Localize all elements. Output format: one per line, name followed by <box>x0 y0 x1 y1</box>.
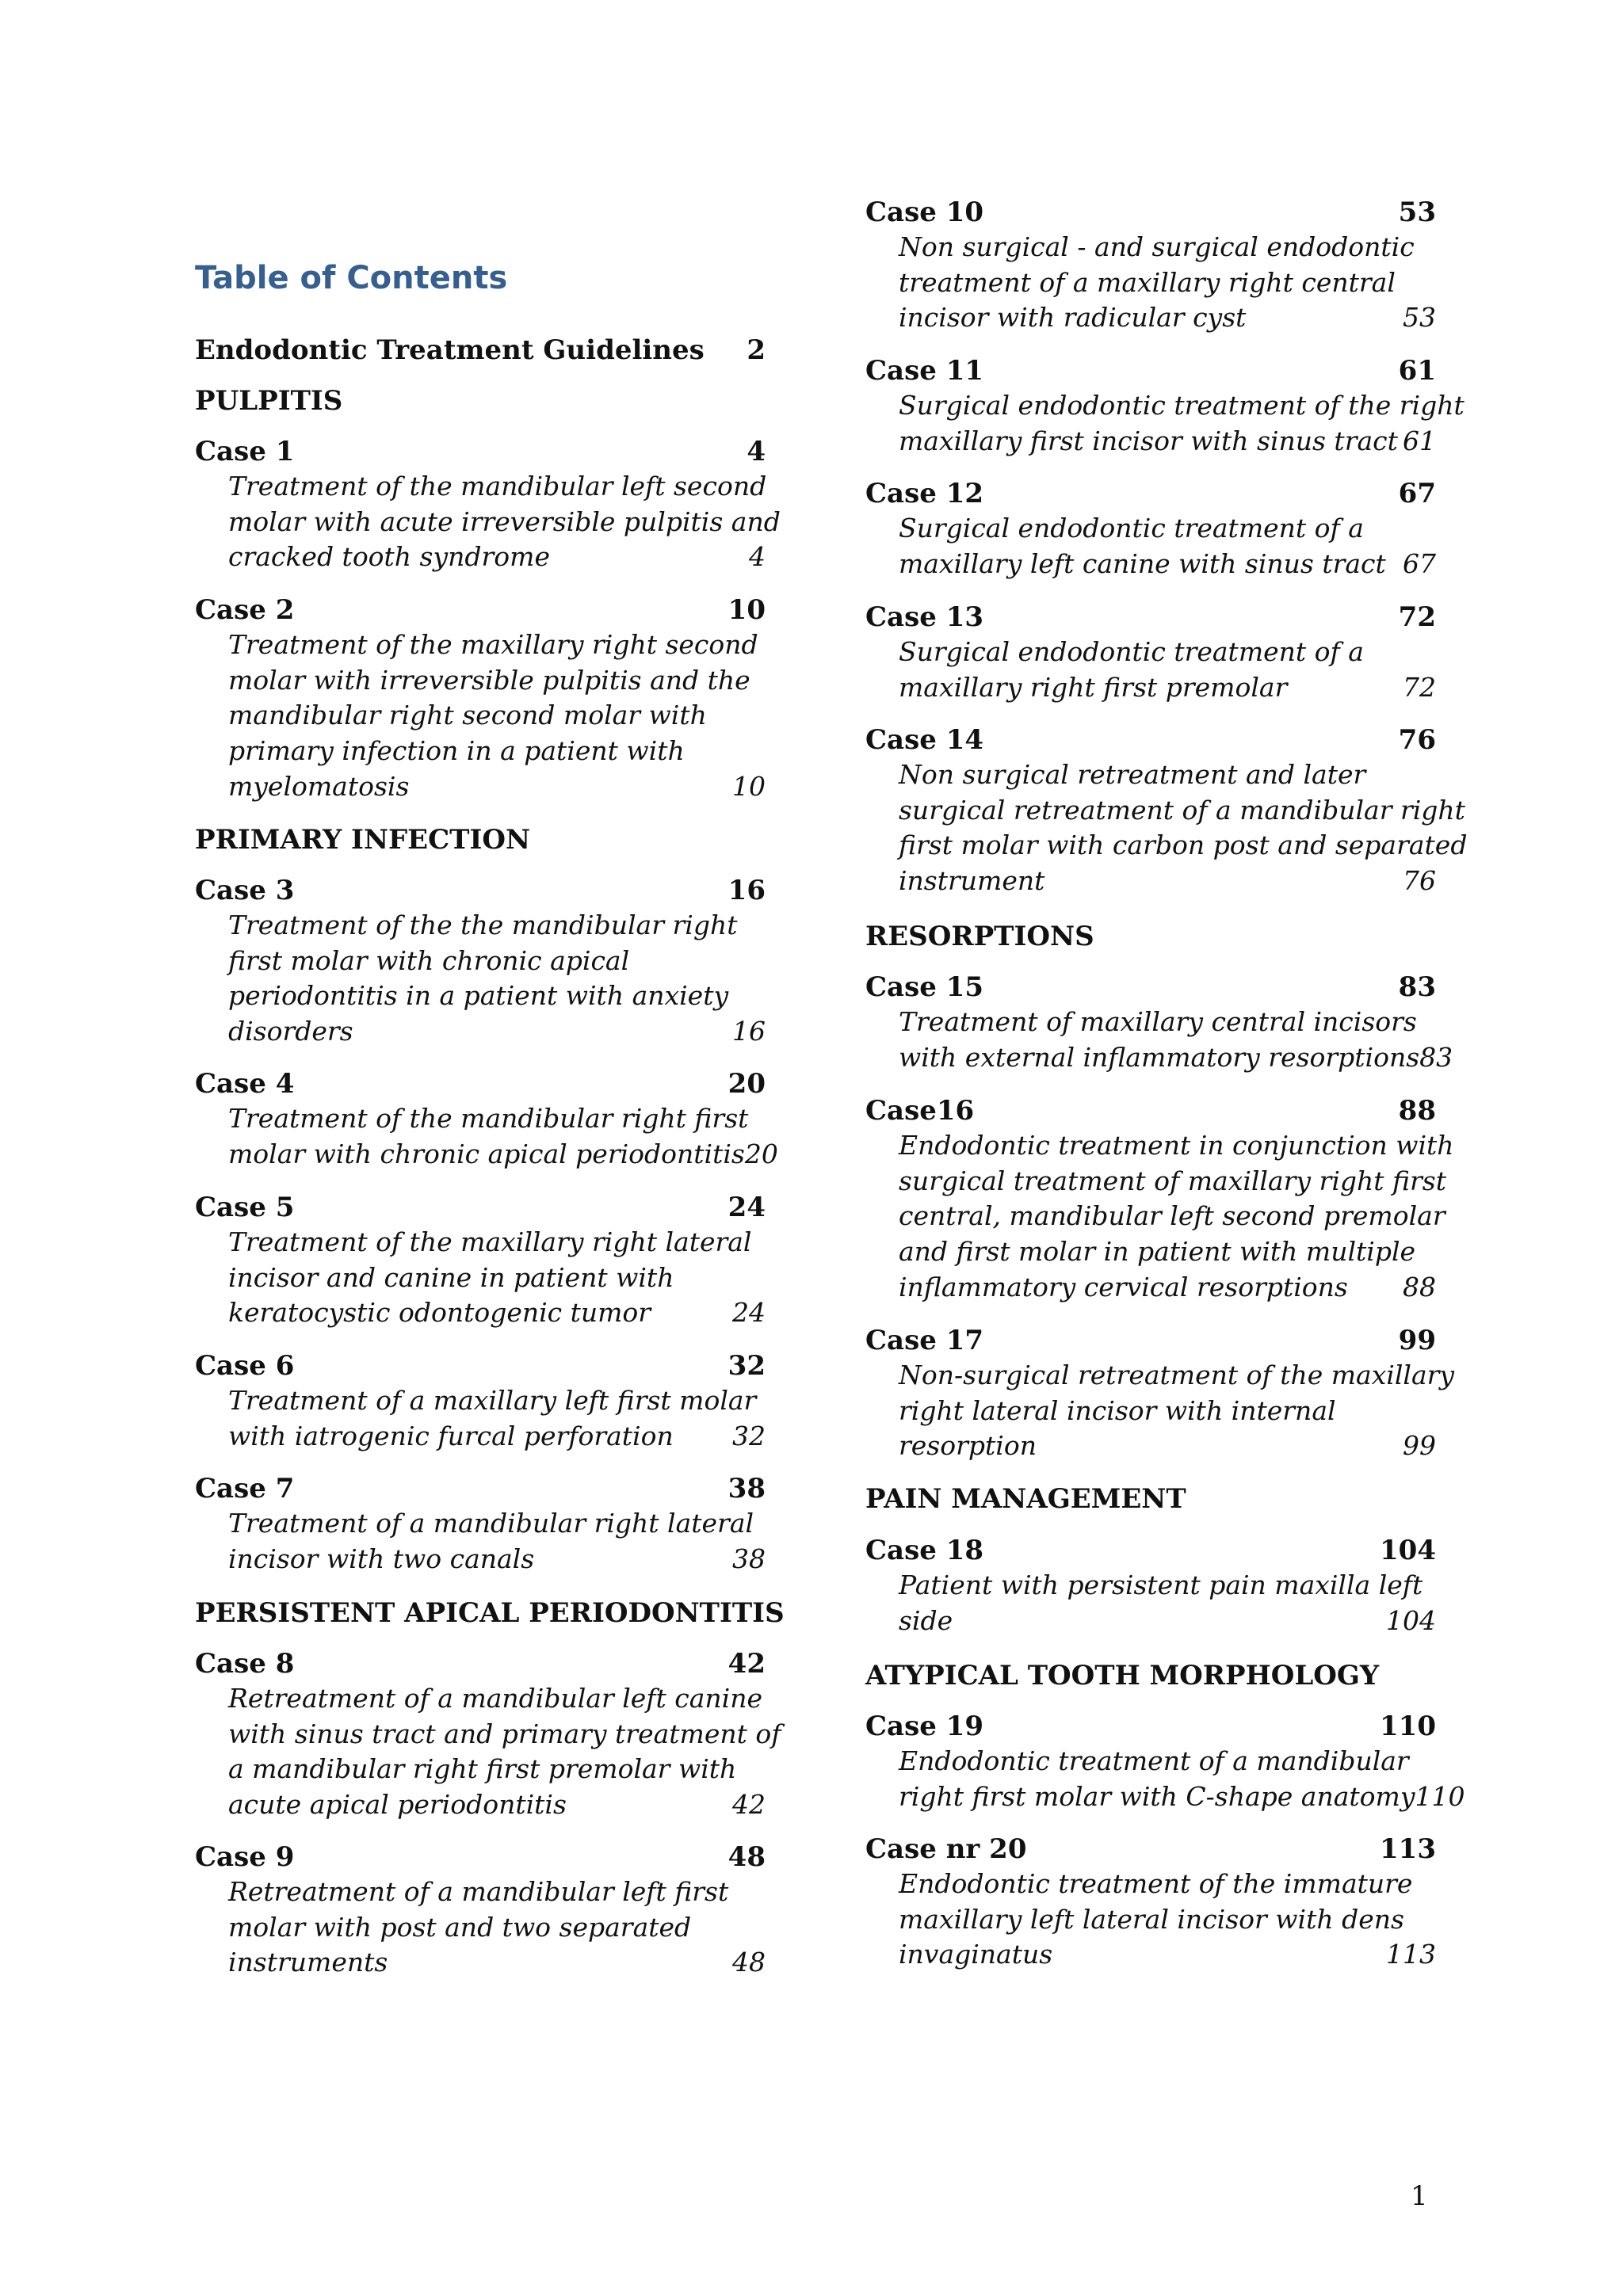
description-line <box>899 1358 1455 1394</box>
toc-entry-page: 99 <box>1398 1325 1436 1356</box>
toc-entry-page: 2 <box>747 334 766 366</box>
toc-entry-page: 16 <box>727 875 766 906</box>
toc-entry-page: 20 <box>727 1068 766 1100</box>
description-page: 42 <box>732 1789 766 1821</box>
toc-case-description <box>899 1867 1436 1973</box>
description-text: Treatment of the the mandibular right <box>228 910 738 940</box>
description-page: 53 <box>1403 302 1436 334</box>
toc-case-description <box>899 388 1465 459</box>
description-line <box>228 1681 766 1717</box>
section-heading: PRIMARY INFECTION <box>195 824 531 856</box>
description-text: mandibular right second molar with <box>228 700 707 731</box>
toc-case-description <box>899 757 1468 899</box>
description-line <box>228 734 766 769</box>
description-line <box>228 663 766 699</box>
description-text: molar with acute irreversible pulpitis and <box>228 505 781 537</box>
toc-entry-label: Case 13 <box>865 601 984 633</box>
description-page: 61 <box>1403 425 1436 456</box>
description-page: 38 <box>732 1543 766 1574</box>
toc-entry-label: Case 15 <box>865 971 984 1003</box>
toc-entry-label: Case 7 <box>195 1473 295 1505</box>
description-line <box>899 1394 1436 1429</box>
toc-case-entry[interactable] <box>195 593 766 627</box>
description-text: with external inflammatory resorptions <box>899 1041 1420 1073</box>
description-text: inflammatory cervical resorptions <box>899 1271 1348 1302</box>
toc-entry-page: 10 <box>727 594 766 626</box>
description-line <box>228 1137 778 1173</box>
description-text: surgical treatment of maxillary right first <box>899 1165 1447 1196</box>
description-line <box>899 635 1436 670</box>
description-text: Treatment of the mandibular left second <box>228 471 767 502</box>
toc-entry-page: 24 <box>727 1192 766 1223</box>
description-line <box>228 1261 766 1296</box>
description-line <box>228 1875 766 1910</box>
toc-entry-label: Case 12 <box>865 478 984 509</box>
toc-case-entry[interactable] <box>195 434 766 469</box>
toc-case-description <box>899 1358 1455 1464</box>
toc-case-description <box>899 1744 1465 1814</box>
description-text: Treatment of the maxillary right second <box>228 629 758 660</box>
description-line <box>899 1568 1436 1604</box>
toc-entry-label: Case 14 <box>865 724 984 756</box>
description-page: 4 <box>749 541 766 573</box>
toc-entry-label: Endodontic Treatment Guidelines <box>195 334 705 366</box>
description-line <box>228 627 766 663</box>
description-page: 99 <box>1403 1430 1436 1462</box>
toc-case-entry[interactable] <box>865 970 1436 1005</box>
description-line <box>899 1867 1436 1902</box>
toc-entry-page: 48 <box>727 1841 766 1873</box>
section-heading: RESORPTIONS <box>865 921 1094 952</box>
description-text: Treatment of a mandibular right lateral <box>228 1508 754 1539</box>
description-text: Surgical endodontic treatment of the right <box>899 390 1465 421</box>
description-text: a mandibular right first premolar with <box>228 1753 737 1785</box>
toc-entry-page: 67 <box>1398 478 1436 509</box>
description-text: primary infection in a patient with <box>228 735 685 767</box>
description-line <box>899 388 1465 424</box>
description-text: instrument <box>899 865 1045 897</box>
description-text: and first molar in patient with multiple <box>899 1236 1416 1268</box>
description-line <box>228 1542 766 1577</box>
description-line <box>899 511 1436 547</box>
toc-entry-label: Case16 <box>865 1095 975 1127</box>
description-page: 72 <box>1403 671 1436 703</box>
toc-entry-label: Case 18 <box>865 1535 984 1566</box>
description-line <box>228 505 781 540</box>
description-text: with iatrogenic furcal perforation <box>228 1420 674 1451</box>
description-page: 83 <box>1419 1041 1453 1073</box>
description-line <box>228 1787 766 1823</box>
description-line <box>899 828 1468 864</box>
toc-entry-page: 113 <box>1380 1833 1436 1865</box>
description-text: molar with post and two separated <box>228 1911 692 1943</box>
description-line <box>228 978 766 1014</box>
description-text: Retreatment of a mandibular left first <box>228 1876 729 1907</box>
toc-case-description <box>228 469 781 575</box>
description-page: 76 <box>1403 865 1436 897</box>
toc-entry-label: Case 5 <box>195 1192 295 1223</box>
description-line <box>899 1270 1436 1306</box>
toc-entry-page: 38 <box>727 1473 766 1505</box>
description-text: acute apical periodontitis <box>228 1789 567 1821</box>
description-text: Non-surgical retreatment of the maxillary <box>899 1360 1455 1390</box>
description-text: Surgical endodontic treatment of a <box>899 513 1364 543</box>
toc-case-description <box>899 1005 1453 1075</box>
toc-case-entry[interactable] <box>195 1066 766 1101</box>
description-line <box>228 944 766 979</box>
toc-entry-page: 72 <box>1398 601 1436 633</box>
description-line <box>899 1005 1436 1040</box>
description-page: 10 <box>732 770 766 802</box>
description-page: 104 <box>1386 1604 1436 1636</box>
toc-entry-label: Case nr 20 <box>865 1833 1027 1865</box>
toc-case-entry[interactable] <box>865 723 1436 757</box>
toc-case-description <box>228 908 766 1050</box>
toc-entry-label: Case 2 <box>195 594 295 626</box>
description-text: resorption <box>899 1430 1037 1462</box>
toc-entry-page: 83 <box>1398 971 1436 1003</box>
toc-entry-label: Case 19 <box>865 1711 984 1742</box>
description-text: periodontitis in a patient with anxiety <box>228 980 729 1012</box>
toc-entry-page: 42 <box>727 1648 766 1680</box>
description-text: right first molar with C-shape anatomy <box>899 1780 1415 1812</box>
description-text: Endodontic treatment in conjunction with <box>899 1130 1454 1161</box>
description-text: treatment of a maxillary right central <box>899 266 1396 298</box>
toc-case-entry[interactable] <box>195 1646 766 1681</box>
toc-case-entry[interactable] <box>195 1190 766 1225</box>
description-page: 110 <box>1415 1780 1465 1812</box>
description-line <box>228 1717 781 1753</box>
description-line <box>899 1604 1436 1639</box>
description-line <box>899 230 1436 265</box>
description-text: maxillary first incisor with sinus tract <box>899 425 1398 456</box>
description-line <box>899 670 1436 706</box>
description-text: molar with chronic apical periodontitis <box>228 1138 745 1169</box>
description-text: molar with irreversible pulpitis and the <box>228 664 750 696</box>
toc-case-description <box>228 1875 766 1981</box>
description-text: Endodontic treatment of the immature <box>899 1868 1413 1899</box>
toc-entry-page: 53 <box>1398 196 1436 228</box>
description-line <box>899 1234 1436 1270</box>
toc-case-entry[interactable] <box>195 1348 766 1383</box>
toc-case-description <box>228 1225 766 1331</box>
description-line <box>899 757 1436 793</box>
description-text: invaginatus <box>899 1939 1053 1970</box>
toc-entry-page: 104 <box>1380 1535 1436 1566</box>
toc-case-description <box>228 1506 766 1577</box>
toc-case-description <box>899 230 1436 336</box>
description-line <box>228 1383 766 1419</box>
description-text: Non surgical retreatment and later <box>899 759 1366 790</box>
description-line <box>899 300 1436 336</box>
description-line <box>899 1199 1445 1234</box>
toc-entry-label: Case 3 <box>195 875 295 906</box>
description-text: cracked tooth syndrome <box>228 541 550 573</box>
description-line <box>228 769 766 805</box>
description-text: surgical retreatment of a mandibular right <box>899 794 1465 826</box>
description-text: Treatment of a maxillary left first molar <box>228 1385 757 1416</box>
description-line <box>228 1752 766 1787</box>
description-line <box>899 1744 1436 1779</box>
description-line <box>899 1128 1454 1164</box>
toc-case-description <box>899 1568 1436 1638</box>
description-text: central, mandibular left second premolar <box>899 1200 1445 1232</box>
description-text: first molar with carbon post and separated <box>899 830 1468 861</box>
toc-entry-page: 4 <box>747 436 766 467</box>
description-line <box>899 1902 1436 1938</box>
description-page: 88 <box>1403 1271 1436 1302</box>
description-text: Treatment of the maxillary right lateral <box>228 1226 752 1257</box>
toc-case-entry[interactable] <box>195 1471 766 1506</box>
toc-entry-label: Case 10 <box>865 196 984 228</box>
description-line <box>899 793 1465 829</box>
description-text: disorders <box>228 1016 353 1047</box>
section-heading: PULPITIS <box>195 385 343 417</box>
toc-entry-page: 76 <box>1398 724 1436 756</box>
toc-entry-label: Case 17 <box>865 1325 984 1356</box>
description-page: 16 <box>732 1016 766 1047</box>
toc-case-entry[interactable] <box>865 600 1436 635</box>
toc-entry-page: 110 <box>1380 1711 1436 1742</box>
toc-title: Table of Contents <box>195 260 508 296</box>
description-text: side <box>899 1604 953 1636</box>
description-line <box>899 1779 1465 1815</box>
description-text: maxillary right first premolar <box>899 671 1288 703</box>
description-page: 48 <box>732 1947 766 1978</box>
description-line <box>228 1945 766 1981</box>
description-text: with sinus tract and primary treatment of <box>228 1718 781 1749</box>
description-text: Endodontic treatment of a mandibular <box>899 1745 1409 1776</box>
description-text: incisor with radicular cyst <box>899 302 1247 334</box>
section-heading: ATYPICAL TOOTH MORPHOLOGY <box>865 1660 1380 1691</box>
toc-entry-label: Case 9 <box>195 1841 295 1873</box>
description-text: Non surgical - and surgical endodontic <box>899 231 1415 262</box>
toc-case-description <box>228 1383 766 1454</box>
description-line <box>899 265 1436 301</box>
description-line <box>228 1419 766 1455</box>
toc-entry-label: Case 1 <box>195 436 295 467</box>
toc-case-entry[interactable] <box>195 1840 766 1875</box>
description-line <box>228 469 766 505</box>
toc-case-entry[interactable] <box>865 1323 1436 1358</box>
toc-case-entry[interactable] <box>865 476 1436 511</box>
description-text: maxillary left lateral incisor with dens <box>899 1903 1404 1935</box>
description-text: incisor and canine in patient with <box>228 1261 674 1293</box>
description-line <box>228 908 766 944</box>
description-page: 24 <box>732 1297 766 1329</box>
description-line <box>899 1937 1436 1973</box>
page-number: 1 <box>1411 2180 1428 2212</box>
toc-entry-label: Case 6 <box>195 1350 295 1382</box>
description-line <box>899 1428 1436 1464</box>
description-page: 20 <box>744 1138 778 1169</box>
description-text: keratocystic odontogenic tumor <box>228 1297 651 1329</box>
toc-case-description <box>228 1101 778 1172</box>
description-page: 67 <box>1403 547 1436 579</box>
description-page: 113 <box>1386 1939 1436 1970</box>
description-line <box>228 1910 766 1946</box>
toc-case-entry[interactable] <box>865 1093 1436 1128</box>
description-line <box>228 540 766 575</box>
toc-entry-page: 32 <box>727 1350 766 1382</box>
description-text: first molar with chronic apical <box>228 944 630 976</box>
description-line <box>899 547 1436 582</box>
toc-case-description <box>899 635 1436 705</box>
description-text: myelomatosis <box>228 770 410 802</box>
description-line <box>228 1101 766 1137</box>
toc-case-entry[interactable] <box>865 353 1436 388</box>
toc-case-description <box>899 1128 1454 1305</box>
description-line <box>228 1295 766 1331</box>
description-line <box>228 1225 766 1261</box>
toc-entry-label: Case 11 <box>865 355 984 387</box>
toc-entry[interactable] <box>195 333 766 368</box>
description-text: right lateral incisor with internal <box>899 1394 1336 1426</box>
description-line <box>899 1164 1447 1199</box>
toc-entry-label: Case 4 <box>195 1068 295 1100</box>
toc-case-description <box>228 1681 781 1823</box>
section-heading: PAIN MANAGEMENT <box>865 1483 1186 1515</box>
toc-entry-page: 88 <box>1398 1095 1436 1127</box>
description-text: Treatment of maxillary central incisors <box>899 1006 1417 1037</box>
description-text: instruments <box>228 1947 388 1978</box>
toc-case-entry[interactable] <box>865 1709 1436 1744</box>
toc-case-entry[interactable] <box>865 1832 1436 1867</box>
description-line <box>228 1506 766 1542</box>
description-text: Surgical endodontic treatment of a <box>899 636 1364 667</box>
toc-case-entry[interactable] <box>865 195 1436 230</box>
toc-case-description <box>899 511 1436 582</box>
description-line <box>899 1040 1453 1076</box>
section-heading: PERSISTENT APICAL PERIODONTITIS <box>195 1597 785 1629</box>
toc-case-entry[interactable] <box>865 1533 1436 1568</box>
description-text: Treatment of the mandibular right first <box>228 1103 749 1134</box>
toc-case-entry[interactable] <box>195 873 766 908</box>
description-line <box>228 698 766 734</box>
toc-entry-page: 61 <box>1398 355 1436 387</box>
toc-entry-label: Case 8 <box>195 1648 295 1680</box>
description-text: Retreatment of a mandibular left canine <box>228 1683 763 1714</box>
description-text: maxillary left canine with sinus tract <box>899 547 1386 579</box>
description-text: Patient with persistent pain maxilla left <box>899 1569 1423 1600</box>
description-line <box>899 864 1436 899</box>
toc-case-description <box>228 627 766 804</box>
description-text: incisor with two canals <box>228 1543 535 1574</box>
description-page: 32 <box>732 1420 766 1451</box>
description-line <box>228 1014 766 1050</box>
description-line <box>899 424 1436 460</box>
